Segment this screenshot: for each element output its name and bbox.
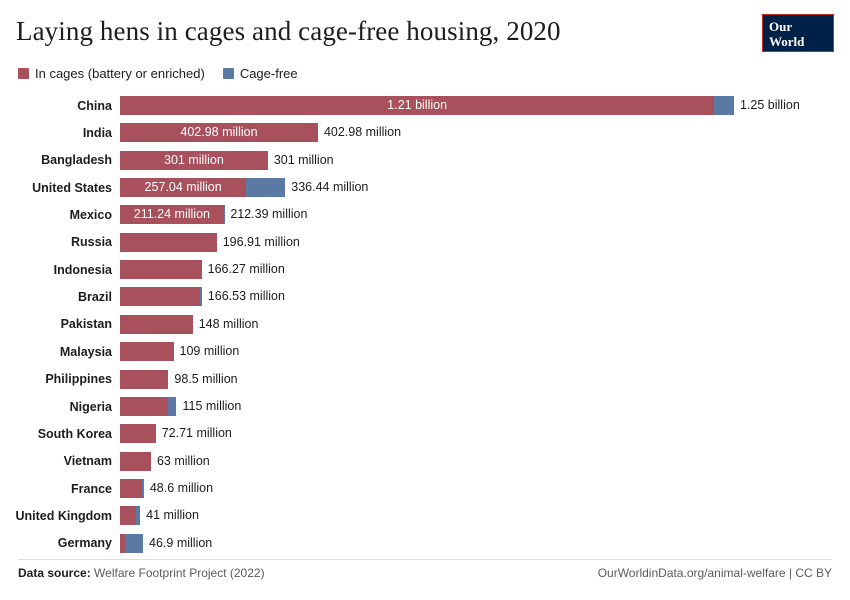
bar-segment-in-cages[interactable] (120, 233, 217, 252)
bar-row-label: France (71, 481, 112, 496)
bar-segment-cage-free[interactable] (224, 205, 225, 224)
bar-segment-in-cages[interactable] (120, 123, 318, 142)
bar-segment-cage-free[interactable] (125, 534, 143, 553)
bar-row[interactable] (0, 256, 850, 283)
bar-row[interactable] (0, 283, 850, 310)
bar-segment-in-cages[interactable] (120, 452, 151, 471)
bar-row[interactable] (0, 119, 850, 146)
bar-row-label: Nigeria (69, 399, 112, 414)
legend-item-cage-free[interactable] (223, 66, 298, 81)
bar-row[interactable] (0, 338, 850, 365)
credit-text[interactable]: OurWorldinData.org/animal-welfare | CC BY (597, 566, 832, 580)
bar-segment-in-cages[interactable] (120, 151, 268, 170)
bar-row[interactable] (0, 448, 850, 475)
bar-total-value-label: 48.6 million (149, 480, 214, 495)
owid-logo-line2: in Data (769, 49, 810, 64)
legend-swatch-cage-free (223, 68, 234, 79)
bar-plot-area (0, 92, 850, 552)
legend-label-cage-free: Cage-free (239, 66, 298, 81)
bar-row-label: Germany (57, 536, 112, 551)
bar-total-value-label: 72.71 million (161, 426, 232, 441)
bar-segment-in-cages[interactable] (120, 260, 202, 279)
bar-segment-cage-free[interactable] (142, 479, 144, 498)
bar-row[interactable] (0, 502, 850, 529)
bar-row[interactable] (0, 366, 850, 393)
bar-segment-in-cages[interactable] (120, 342, 174, 361)
bar-row-label: United Kingdom (15, 508, 112, 523)
bar-segment-in-cages[interactable] (120, 370, 168, 389)
bar-row-label: United States (32, 180, 112, 195)
bar-segment-in-cages[interactable] (120, 178, 246, 197)
bar-total-value-label: 148 million (198, 316, 259, 331)
bar-total-value-label: 98.5 million (174, 371, 238, 386)
bar-row[interactable] (0, 229, 850, 256)
bar-row-label: Indonesia (53, 262, 112, 277)
bar-total-value-label: 196.91 million (222, 234, 300, 249)
bar-segment-cage-free[interactable] (136, 506, 140, 525)
bar-segment-in-cages[interactable] (120, 424, 156, 443)
bar-row[interactable] (0, 311, 850, 338)
bar-total-value-label: 109 million (179, 344, 240, 359)
bar-inner-value-label: 257.04 million (144, 180, 222, 195)
legend-swatch-in-cages (18, 68, 29, 79)
bar-row-label: South Korea (37, 426, 112, 441)
legend-label-in-cages: In cages (battery or enriched) (35, 66, 205, 81)
bar-total-value-label: 402.98 million (323, 125, 402, 140)
footer-divider (18, 559, 832, 560)
bar-total-value-label: 1.25 billion (740, 98, 800, 112)
bar-row[interactable] (0, 530, 850, 557)
bar-row[interactable] (0, 147, 850, 174)
bar-segment-in-cages[interactable] (120, 315, 193, 334)
bar-total-value-label: 166.53 million (207, 289, 285, 304)
bar-segment-cage-free[interactable] (714, 96, 734, 115)
bar-total-value-label: 301 million (273, 152, 334, 167)
bar-row[interactable] (0, 201, 850, 228)
bar-total-value-label: 41 million (146, 508, 199, 523)
data-source-value: Welfare Footprint Project (2022) (94, 566, 265, 580)
bar-inner-value-label: 402.98 million (180, 125, 258, 140)
bar-row-label: Russia (71, 235, 112, 250)
bar-total-value-label: 115 million (182, 398, 242, 413)
bar-total-value-label: 46.9 million (149, 535, 213, 550)
owid-logo-line1: Our World (769, 19, 805, 49)
data-source (18, 566, 265, 580)
bar-row-label: Mexico (69, 208, 112, 223)
bar-row[interactable] (0, 393, 850, 420)
bar-segment-in-cages[interactable] (120, 397, 168, 416)
chart-legend (18, 66, 298, 81)
bar-segment-in-cages[interactable] (120, 479, 142, 498)
bar-row[interactable] (0, 475, 850, 502)
data-source-prefix: Data source: (18, 566, 91, 580)
bar-total-value-label: 166.27 million (207, 262, 285, 277)
chart-header (16, 14, 834, 64)
bar-inner-value-label: 301 million (164, 152, 224, 167)
bar-row-label: Philippines (45, 372, 112, 387)
bar-row-label: Pakistan (60, 317, 112, 332)
bar-segment-in-cages[interactable] (120, 205, 224, 224)
bar-row-label: Vietnam (63, 454, 112, 469)
bar-row[interactable] (0, 92, 850, 119)
bar-row-label: Bangladesh (41, 153, 112, 168)
bar-total-value-label: 212.39 million (230, 207, 308, 222)
owid-logo[interactable] (762, 14, 834, 64)
bar-total-value-label: 336.44 million (291, 180, 369, 195)
bar-row-label: China (77, 98, 112, 113)
page-title: Laying hens in cages and cage-free housing, 2020 (16, 16, 561, 46)
chart-footer (18, 566, 832, 584)
bar-segment-in-cages[interactable] (120, 287, 200, 306)
bar-row[interactable] (0, 420, 850, 447)
bar-row-label: Brazil (77, 290, 112, 305)
bar-row-label: Malaysia (59, 344, 112, 359)
bar-segment-cage-free[interactable] (200, 287, 202, 306)
bar-segment-cage-free[interactable] (168, 397, 177, 416)
bar-segment-in-cages[interactable] (120, 96, 714, 115)
bar-inner-value-label: 211.24 million (133, 207, 210, 222)
bar-row[interactable] (0, 174, 850, 201)
bar-segment-in-cages[interactable] (120, 506, 136, 525)
legend-item-in-cages[interactable] (18, 66, 205, 81)
bar-row-label: India (82, 126, 112, 141)
bar-segment-cage-free[interactable] (246, 178, 285, 197)
bar-total-value-label: 63 million (156, 453, 210, 468)
bar-inner-value-label: 1.21 billion (387, 98, 448, 112)
